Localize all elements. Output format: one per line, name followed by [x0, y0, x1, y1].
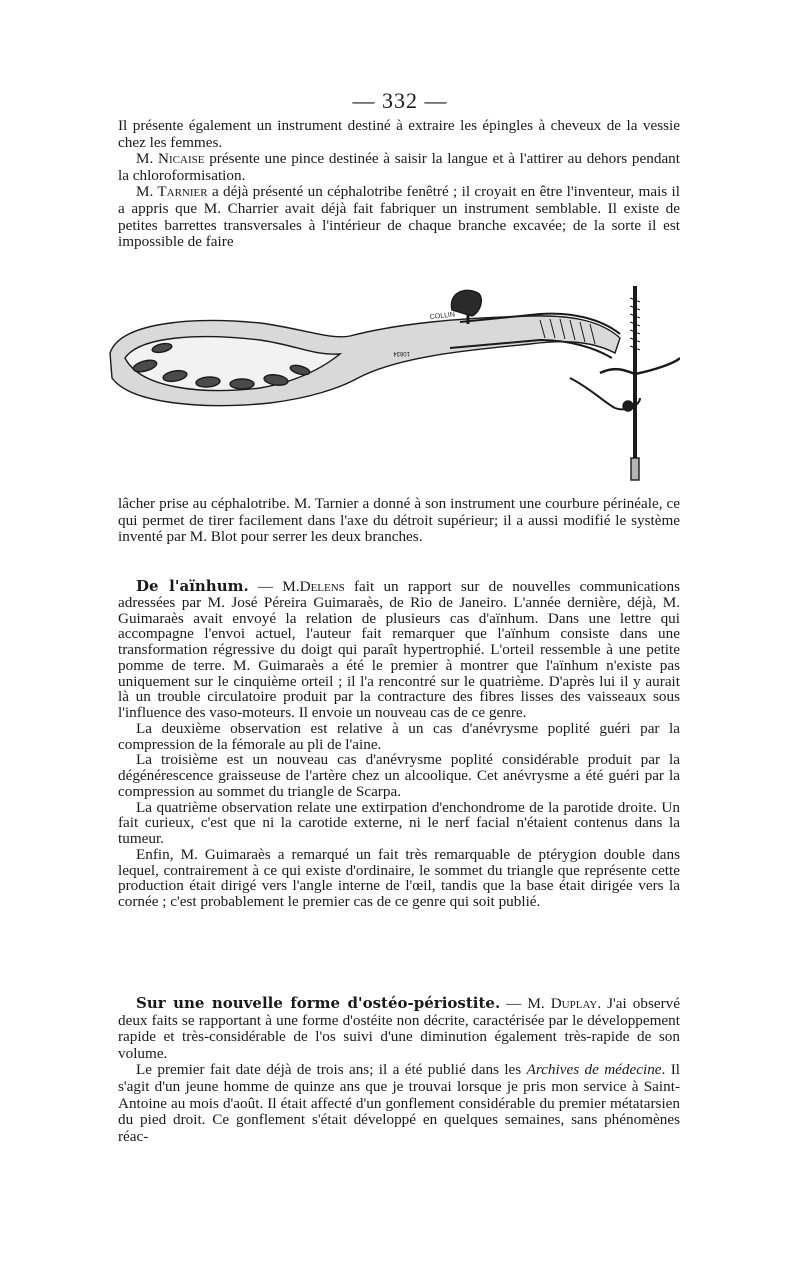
rod-end — [631, 458, 639, 480]
premier-fait-a: Le premier fait date déjà de trois ans; il a été publié dans les — [136, 1061, 527, 1079]
paragraph-osteo-text: . J'ai observé deux faits se rapportant à une forme d'ostéite non décrite, caractérisée par le développement rapide et très-considérable de l'os suivi d'une diminution également très-rapide de son volume. — [118, 995, 680, 1062]
crossbar — [600, 358, 680, 374]
paragraph-ainhum-intro — [118, 579, 680, 721]
paragraph-premier-fait — [118, 1062, 680, 1145]
journal-title: Archives de médecine — [526, 1061, 662, 1079]
paragraph-nicaise-text: présente une pince destinée à saisir la langue et à l'attirer au dehors pendant la chloroformisation. — [118, 150, 680, 184]
middle-paragraph — [118, 496, 680, 546]
paragraph-quatrieme: La quatrième observation relate une extirpation d'enchondrome de la parotide droite. Un fait curieux, c'est que ni la carotide externe, ni le nerf facial n'étaient contenus dans la tumeur. — [118, 798, 680, 847]
osteo-dash: — M. — [500, 995, 551, 1012]
heading-osteo: Sur une nouvelle forme d'ostéo-périostite. — [136, 994, 501, 1012]
section-ainhum — [118, 579, 680, 910]
paragraph-tarnier — [118, 184, 680, 250]
wing-nut — [623, 401, 633, 411]
paragraph-nicaise — [118, 151, 680, 184]
paragraph-deuxieme: La deuxième observation est relative à un cas d'anévrysme poplité guéri par la compression de la fémorale au pli de l'aine. — [118, 719, 680, 753]
paragraph-lacher-prise: lâcher prise au céphalotribe. M. Tarnier a donné à son instrument une courbure périnéale, ce qui permet de tirer facilement dans l'axe du détroit supérieur; il a aussi modifié le système inventé par M. Blot pour serrer les deux branches. — [118, 495, 680, 546]
paragraph-troisieme: La troisième est un nouveau cas d'anévrysme poplité considérable produit par la dégénérescence graisseuse de l'artère chez un alcoolique. Cet anévrysme a été guéri par la compression au sommet du triangle de Scarpa. — [118, 751, 680, 800]
page-number: — 332 — — [352, 88, 448, 113]
fenestration-4 — [230, 379, 254, 389]
paragraph-osteo-intro — [118, 995, 680, 1062]
heading-ainhum: De l'aïnhum. — [136, 577, 249, 595]
paragraph-enfin: Enfin, M. Guimaraès a remarqué un fait très remarquable de ptérygion double dans lequel, contrairement à ce qui existe d'ordinaire, le sommet du triangle que représente cette production était dirigé vers l'angle interne de l'œil, tandis que la base était dirigée vers la cornée ; c'est probablement le premier cas de ce genre qui soit publié. — [118, 845, 680, 910]
author-duplay: Duplay — [550, 995, 598, 1012]
paragraph-epingles: Il présente également un instrument destiné à extraire les épingles à cheveux de la vessie chez les femmes. — [118, 117, 680, 151]
paragraph-tarnier-text: a déjà présenté un céphalotribe fenêtré ; il croyait en être l'inventeur, mais il a appris que M. Charrier avait déjà fait fabriquer un instrument semblable. Il existe de petites barrettes transversales à l'intérieur de chaque branche excavée; de la sorte il est impossible de faire — [118, 183, 680, 251]
knob — [451, 290, 481, 316]
author-delens: Delens — [299, 578, 345, 595]
section-osteo-periostite — [118, 995, 680, 1145]
author-nicaise: M. Nicaise — [136, 150, 205, 168]
cephalotribe-engraving — [100, 278, 680, 483]
author-tarnier: M. Tarnier — [136, 183, 208, 201]
paragraph-ainhum-text: fait un rapport sur de nouvelles communications adressées par M. José Péreira Guimaraès, de Rio de Janeiro. L'année dernière, déjà, M. Guimaraès avait envoyé la relation de plusieurs cas d'aïnhum. Dans une lettre qui accompagne l'envoi actuel, l'auteur fait remarquer que l'aïnhum consiste dans une transformation régressive du doigt qui paraît hypertrophié. L'orteil ressemble à une petite pomme de terre. M. Guimaraès a été le premier à montrer que l'aïnhum n'existe pas uniquement sur le cinquième orteil ; il l'a rencontré sur le quatrième. D'après lui il y aurait là un trouble circulatoire produit par la contracture des fibres lisses des vaisseaux sous l'influence des vaso-moteurs. Il envoie un nouveau cas de ce genre. — [118, 578, 680, 721]
engraving-number: 10834 — [393, 350, 410, 356]
top-paragraphs — [118, 118, 680, 251]
maker-mark: COLLIN — [429, 311, 456, 321]
ainhum-dash: — M. — [248, 578, 300, 595]
premier-fait-b: . Il s'agit d'un jeune homme de quinze ans que je trouvai lorsque je pris mon service à Saint-Antoine au mois d'août. Il était affecté d'un gonflement considérable du premier métatarsien du pied droit. Ce gonflement s'était développé en quelques semaines, sans phénomènes réac- — [118, 1061, 680, 1145]
